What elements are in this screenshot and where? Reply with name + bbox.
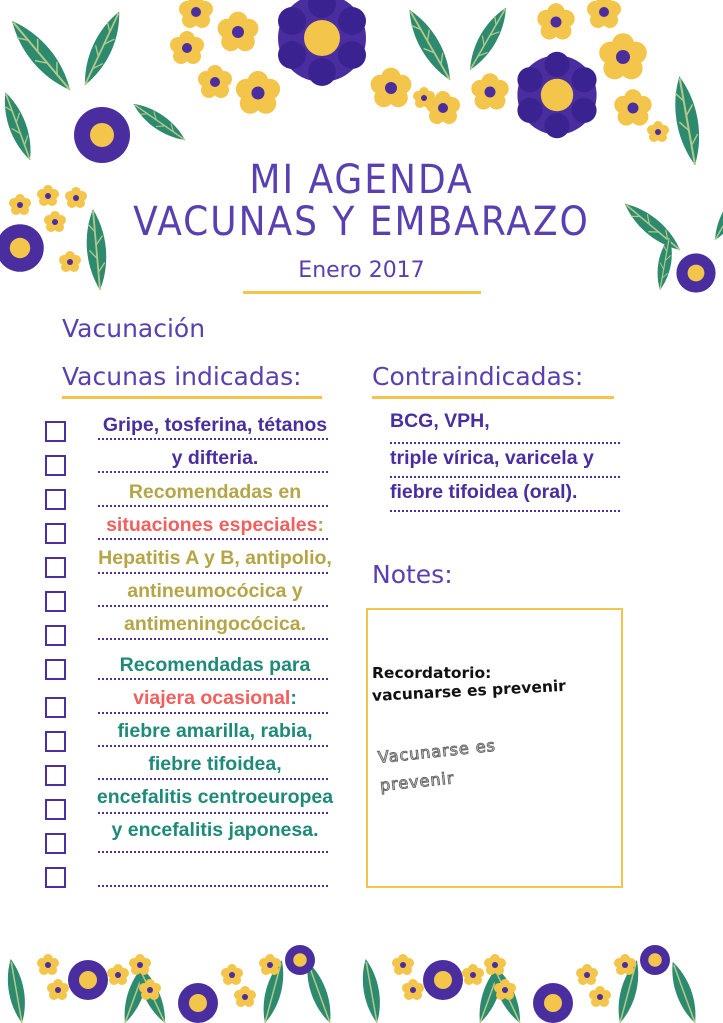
checkbox[interactable] bbox=[45, 799, 66, 820]
date-underline bbox=[243, 291, 481, 294]
dotted-line bbox=[98, 885, 328, 887]
dotted-line bbox=[98, 712, 328, 714]
title-line-1: MI AGENDA bbox=[249, 157, 474, 203]
checkbox[interactable] bbox=[45, 591, 66, 612]
dotted-line bbox=[98, 471, 328, 473]
checkbox[interactable] bbox=[45, 731, 66, 752]
checkbox[interactable] bbox=[45, 625, 66, 646]
dotted-line bbox=[98, 812, 328, 814]
dotted-line bbox=[98, 638, 328, 640]
floral-header-decoration bbox=[0, 0, 723, 300]
colon-text: : bbox=[317, 514, 324, 536]
handwritten-note-line-2: prevenir bbox=[379, 768, 456, 795]
dotted-line bbox=[390, 476, 620, 478]
checkbox[interactable] bbox=[45, 765, 66, 786]
vaccine-line: Gripe, tosferina, tétanos bbox=[102, 414, 328, 436]
heading-vacunas-indicadas: Vacunas indicadas: bbox=[62, 362, 302, 391]
vaccine-line: fiebre amarilla, rabia, bbox=[117, 720, 313, 742]
document-date: Enero 2017 bbox=[298, 258, 425, 283]
checkbox[interactable] bbox=[45, 523, 66, 544]
vaccine-line: y encefalitis japonesa. bbox=[111, 819, 319, 841]
checkbox[interactable] bbox=[45, 697, 66, 718]
checkbox[interactable] bbox=[45, 489, 66, 510]
checkbox[interactable] bbox=[45, 833, 66, 854]
title-line-2: VACUNAS Y EMBARAZO bbox=[133, 199, 590, 245]
vaccine-line: antineumocócica y bbox=[127, 580, 303, 602]
floral-footer-decoration bbox=[0, 935, 723, 1023]
notes-box[interactable] bbox=[366, 608, 623, 888]
dotted-line bbox=[98, 745, 328, 747]
contraindicadas-underline bbox=[372, 396, 614, 399]
vaccine-line: encefalitis centroeuropea bbox=[96, 786, 334, 808]
dotted-line bbox=[98, 438, 328, 440]
contra-line: triple vírica, varicela y bbox=[390, 447, 594, 469]
viajera-ocasional-text: viajera ocasional bbox=[133, 687, 291, 709]
dotted-line bbox=[98, 505, 328, 507]
vaccine-line: y difteria. bbox=[171, 447, 259, 469]
reminder-text: vacunarse es prevenir bbox=[371, 676, 567, 705]
checkbox[interactable] bbox=[45, 659, 66, 680]
dotted-line bbox=[98, 851, 328, 853]
vacunas-indicadas-underline bbox=[62, 396, 322, 399]
dotted-line bbox=[98, 678, 328, 680]
handwritten-note-line-1: Vacunarse es bbox=[377, 735, 497, 767]
vaccine-line-especiales bbox=[68, 510, 362, 540]
dotted-line bbox=[98, 778, 328, 780]
vaccine-line: fiebre tifoidea, bbox=[148, 753, 282, 775]
dotted-line bbox=[98, 605, 328, 607]
contra-line: BCG, VPH, bbox=[390, 410, 490, 432]
dotted-line bbox=[98, 538, 328, 540]
heading-notes: Notes: bbox=[372, 560, 453, 589]
dotted-line bbox=[390, 442, 620, 444]
reminder-title: Recordatorio: bbox=[372, 664, 492, 682]
checkbox[interactable] bbox=[45, 455, 66, 476]
vaccine-line: Hepatitis A y B, antipolio, bbox=[98, 547, 332, 569]
situaciones-especiales-text: situaciones especiales bbox=[106, 514, 318, 536]
contra-line: fiebre tifoidea (oral). bbox=[390, 481, 578, 503]
vaccine-line: Recomendadas para bbox=[119, 654, 311, 676]
heading-contraindicadas: Contraindicadas: bbox=[372, 362, 584, 391]
checkbox[interactable] bbox=[45, 421, 66, 442]
checkbox[interactable] bbox=[45, 867, 66, 888]
vaccine-line-viajera bbox=[68, 683, 362, 713]
vaccine-list bbox=[68, 410, 362, 890]
vaccine-line: Recomendadas en bbox=[128, 481, 302, 503]
heading-vacunacion: Vacunación bbox=[62, 314, 206, 343]
colon-text: : bbox=[290, 687, 297, 709]
dotted-line bbox=[98, 572, 328, 574]
dotted-line bbox=[390, 510, 620, 512]
checkbox[interactable] bbox=[45, 557, 66, 578]
vaccine-line: antimeningocócica. bbox=[123, 613, 307, 635]
